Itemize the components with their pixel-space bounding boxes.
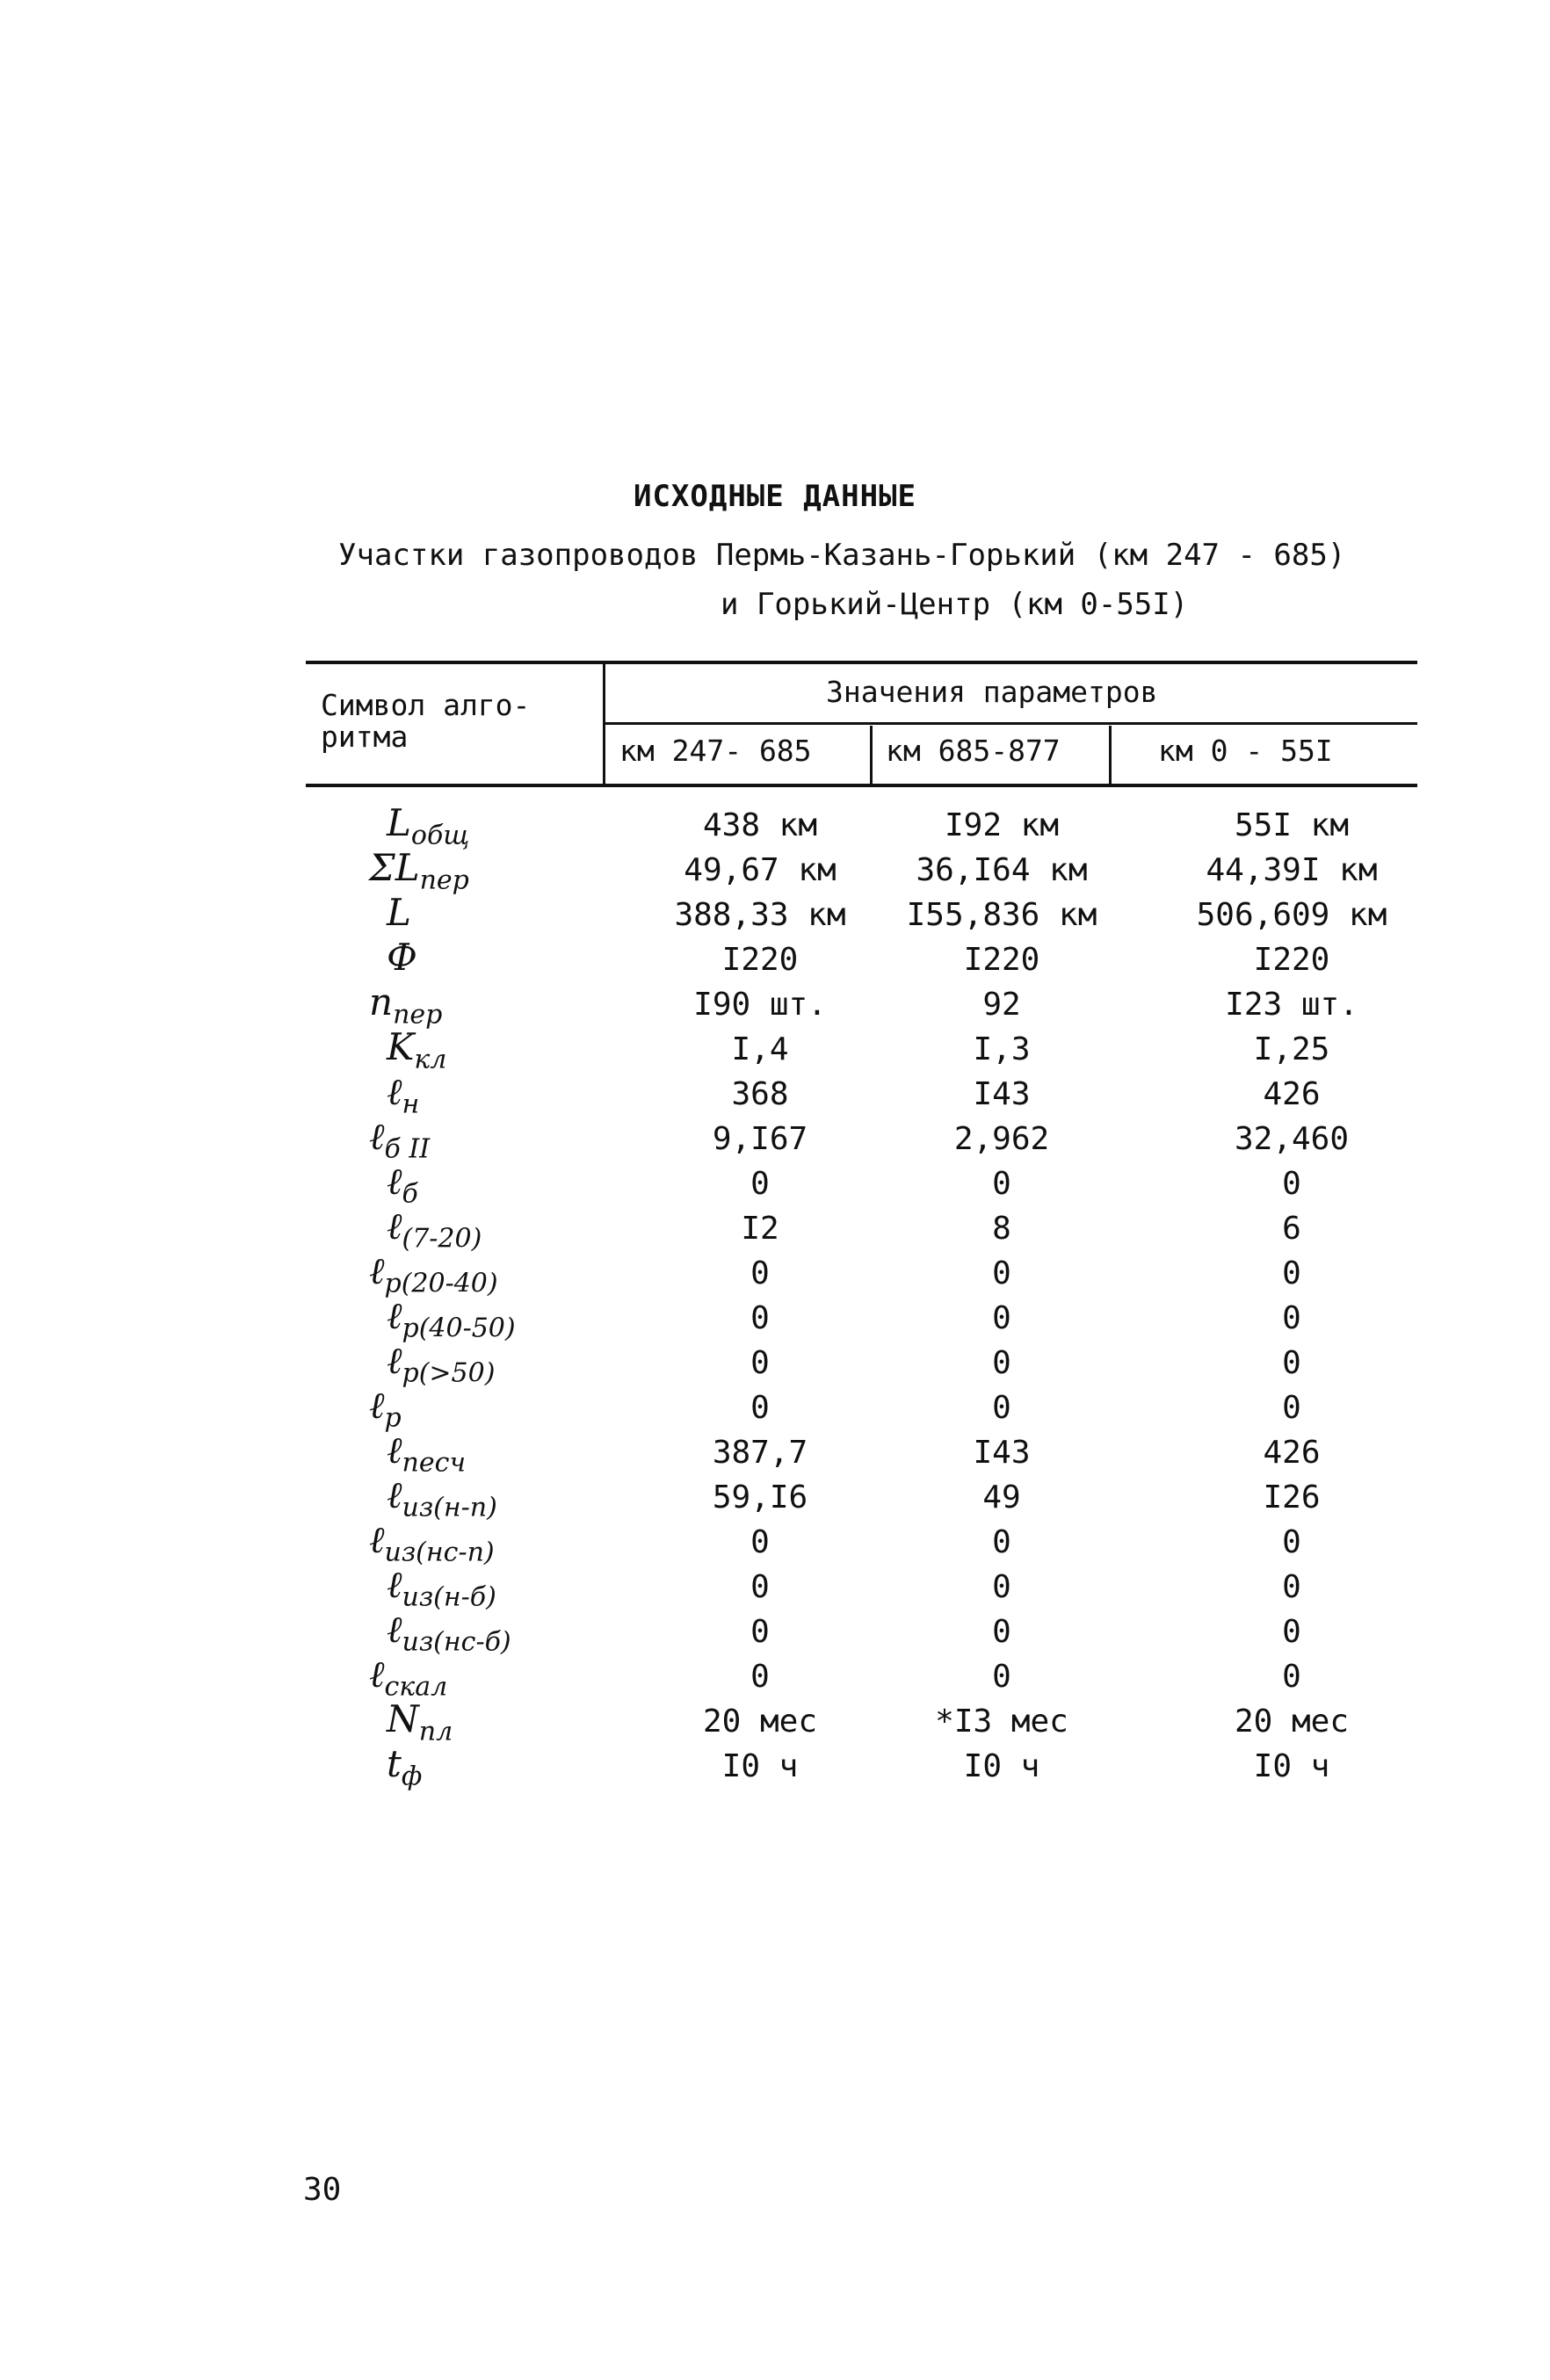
symbol-letter: N bbox=[387, 1697, 419, 1740]
value-cell: 0 bbox=[992, 1524, 1011, 1560]
symbol-subscript: пл bbox=[418, 1716, 453, 1747]
symbol-cell bbox=[387, 1294, 516, 1344]
value-cell: I,3 bbox=[973, 1031, 1031, 1067]
value-cell: 0 bbox=[1282, 1390, 1301, 1426]
symbol-cell bbox=[387, 1563, 496, 1613]
symbol-letter: ℓ bbox=[387, 1429, 402, 1472]
value-cell: 426 bbox=[1263, 1435, 1321, 1471]
value-cell: 92 bbox=[982, 987, 1021, 1023]
value-cell: 0 bbox=[992, 1390, 1011, 1426]
symbol-subscript: из(н-б) bbox=[402, 1581, 496, 1613]
symbol-letter: ℓ bbox=[369, 1384, 385, 1427]
value-cell: 438 км bbox=[702, 807, 818, 843]
value-cell: I90 шт. bbox=[693, 987, 827, 1023]
symbol-letter: L bbox=[387, 801, 411, 844]
symbol-letter: ℓ bbox=[369, 1653, 385, 1696]
symbol-letter: K bbox=[387, 1025, 415, 1068]
symbol-subscript: р(>50) bbox=[402, 1357, 496, 1389]
value-cell: 2,962 bbox=[953, 1121, 1050, 1157]
symbol-subscript: пер bbox=[419, 864, 469, 896]
value-cell: 0 bbox=[1282, 1300, 1301, 1336]
value-cell: 0 bbox=[750, 1614, 770, 1650]
value-cell: I55,836 км bbox=[906, 897, 1097, 933]
symbol-cell bbox=[369, 1115, 431, 1165]
value-cell: 0 bbox=[750, 1166, 770, 1202]
value-cell: I,25 bbox=[1253, 1031, 1330, 1067]
value-cell: 0 bbox=[750, 1300, 770, 1336]
symbol-column-header: Символ алго- ритма bbox=[321, 688, 531, 754]
symbol-subscript: пер bbox=[393, 999, 443, 1031]
value-cell: I0 ч bbox=[1253, 1748, 1330, 1784]
header-mid-rule bbox=[605, 722, 1417, 725]
header-divider-2 bbox=[870, 726, 873, 784]
value-cell: 0 bbox=[992, 1569, 1011, 1605]
value-cell: 0 bbox=[992, 1659, 1011, 1695]
value-cell: 0 bbox=[1282, 1524, 1301, 1560]
symbol-letter: ℓ bbox=[387, 1608, 402, 1651]
value-cell: 0 bbox=[1282, 1614, 1301, 1650]
symbol-cell bbox=[369, 1384, 402, 1434]
value-cell: 8 bbox=[992, 1211, 1011, 1247]
value-cell: 426 bbox=[1263, 1076, 1321, 1112]
value-cell: 0 bbox=[1282, 1255, 1301, 1291]
value-cell: I0 ч bbox=[721, 1748, 799, 1784]
symbol-cell bbox=[387, 1608, 511, 1658]
symbol-subscript: (7-20) bbox=[402, 1223, 482, 1255]
value-cell: 49 bbox=[982, 1479, 1021, 1516]
symbol-subscript: н bbox=[402, 1089, 420, 1120]
value-cell: 388,33 км bbox=[674, 897, 846, 933]
symbol-letter: ΣL bbox=[369, 846, 420, 889]
header-bottom-rule bbox=[306, 784, 1417, 787]
value-cell: 368 bbox=[731, 1076, 789, 1112]
column-header-2: км 685-877 bbox=[886, 734, 1061, 768]
symbol-letter: ℓ bbox=[369, 1249, 385, 1292]
symbol-cell bbox=[387, 1070, 420, 1120]
symbol-letter: ℓ bbox=[387, 1160, 402, 1203]
value-cell: 0 bbox=[750, 1255, 770, 1291]
value-cell: I0 ч bbox=[963, 1748, 1040, 1784]
symbol-subscript: общ bbox=[410, 820, 470, 851]
value-cell: I,4 bbox=[731, 1031, 789, 1067]
value-cell: 0 bbox=[992, 1345, 1011, 1381]
symbol-subscript: из(н-п) bbox=[402, 1492, 497, 1523]
symbol-subscript: б bbox=[402, 1178, 418, 1210]
value-cell: 36,I64 км bbox=[916, 852, 1088, 888]
symbol-subscript: р(20-40) bbox=[384, 1268, 498, 1299]
value-cell: 0 bbox=[992, 1300, 1011, 1336]
value-cell: I92 км bbox=[944, 807, 1060, 843]
value-cell: 0 bbox=[992, 1614, 1011, 1650]
symbol-cell bbox=[387, 1697, 453, 1747]
value-cell: 6 bbox=[1282, 1211, 1301, 1247]
value-cell: 0 bbox=[750, 1390, 770, 1426]
symbol-subscript: из(нс-п) bbox=[384, 1537, 495, 1568]
symbol-cell bbox=[387, 1204, 482, 1255]
symbol-letter: L bbox=[387, 891, 411, 934]
value-cell: I43 bbox=[973, 1076, 1031, 1112]
value-cell: 44,39I км bbox=[1206, 852, 1378, 888]
value-cell: 0 bbox=[750, 1524, 770, 1560]
symbol-subscript: песч bbox=[402, 1447, 467, 1479]
symbol-cell bbox=[387, 801, 470, 851]
symbol-cell bbox=[387, 936, 417, 983]
column-header-3: км 0 - 55I bbox=[1158, 734, 1333, 768]
symbol-cell bbox=[387, 1429, 467, 1479]
subtitle-line-1: Участки газопроводов Пермь-Казань-Горький (км 247 - 685) bbox=[338, 538, 1346, 573]
value-cell: 20 мес bbox=[1234, 1704, 1350, 1740]
value-cell: I23 шт. bbox=[1225, 987, 1358, 1023]
symbol-letter: ℓ bbox=[387, 1204, 402, 1248]
value-cell: 387,7 bbox=[712, 1435, 808, 1471]
symbol-cell bbox=[369, 1653, 448, 1703]
value-cell: I2 bbox=[741, 1211, 779, 1247]
values-header: Значения параметров bbox=[826, 675, 1158, 709]
value-cell: I220 bbox=[721, 942, 799, 978]
symbol-subscript: из(нс-б) bbox=[402, 1626, 511, 1658]
symbol-cell bbox=[387, 1473, 497, 1523]
value-cell: I26 bbox=[1263, 1479, 1321, 1516]
table-top-rule bbox=[306, 661, 1417, 664]
symbol-cell bbox=[369, 846, 469, 896]
value-cell: 0 bbox=[750, 1659, 770, 1695]
value-cell: 0 bbox=[1282, 1659, 1301, 1695]
symbol-cell bbox=[387, 1025, 447, 1075]
symbol-letter: t bbox=[387, 1742, 402, 1785]
page-title: ИСХОДНЫЕ ДАННЫЕ bbox=[633, 479, 917, 514]
symbol-cell bbox=[387, 1160, 418, 1210]
subtitle-line-2: и Горький-Центр (км 0-55I) bbox=[721, 587, 1189, 622]
symbol-subscript: р bbox=[384, 1402, 402, 1434]
column-header-1: км 247- 685 bbox=[619, 734, 812, 768]
symbol-letter: ℓ bbox=[369, 1115, 385, 1158]
value-cell: 9,I67 bbox=[712, 1121, 808, 1157]
symbol-subscript: кл bbox=[414, 1044, 447, 1075]
symbol-subscript: скал bbox=[384, 1671, 448, 1703]
symbol-letter: Ф bbox=[387, 936, 417, 979]
symbol-cell bbox=[369, 1518, 495, 1568]
symbol-letter: ℓ bbox=[387, 1070, 402, 1113]
value-cell: 49,67 км bbox=[684, 852, 837, 888]
symbol-subscript: ф bbox=[401, 1761, 423, 1792]
value-cell: 0 bbox=[1282, 1166, 1301, 1202]
value-cell: 55I км bbox=[1234, 807, 1350, 843]
value-cell: *I3 мес bbox=[935, 1704, 1068, 1740]
symbol-cell bbox=[387, 1339, 496, 1389]
symbol-letter: ℓ bbox=[369, 1518, 385, 1561]
symbol-cell bbox=[387, 1742, 423, 1792]
value-cell: 32,460 bbox=[1234, 1121, 1350, 1157]
value-cell: 0 bbox=[992, 1166, 1011, 1202]
value-cell: I220 bbox=[963, 942, 1040, 978]
symbol-subscript: р(40-50) bbox=[402, 1313, 516, 1344]
symbol-cell bbox=[387, 891, 411, 938]
value-cell: I43 bbox=[973, 1435, 1031, 1471]
value-cell: 0 bbox=[750, 1345, 770, 1381]
value-cell: 0 bbox=[1282, 1569, 1301, 1605]
value-cell: 59,I6 bbox=[712, 1479, 808, 1516]
value-cell: 0 bbox=[750, 1569, 770, 1605]
symbol-letter: ℓ bbox=[387, 1294, 402, 1337]
symbol-cell bbox=[369, 980, 443, 1031]
value-cell: 20 мес bbox=[702, 1704, 818, 1740]
symbol-cell bbox=[369, 1249, 498, 1299]
value-cell: 0 bbox=[992, 1255, 1011, 1291]
header-divider-1 bbox=[603, 664, 605, 784]
symbol-letter: ℓ bbox=[387, 1563, 402, 1606]
symbol-letter: ℓ bbox=[387, 1339, 402, 1382]
header-divider-3 bbox=[1109, 726, 1112, 784]
value-cell: 506,609 км bbox=[1196, 897, 1387, 933]
value-cell: I220 bbox=[1253, 942, 1330, 978]
symbol-letter: ℓ bbox=[387, 1473, 402, 1516]
value-cell: 0 bbox=[1282, 1345, 1301, 1381]
page-number: 30 bbox=[303, 2172, 342, 2208]
symbol-subscript: б II bbox=[384, 1133, 431, 1165]
symbol-letter: n bbox=[369, 980, 394, 1024]
